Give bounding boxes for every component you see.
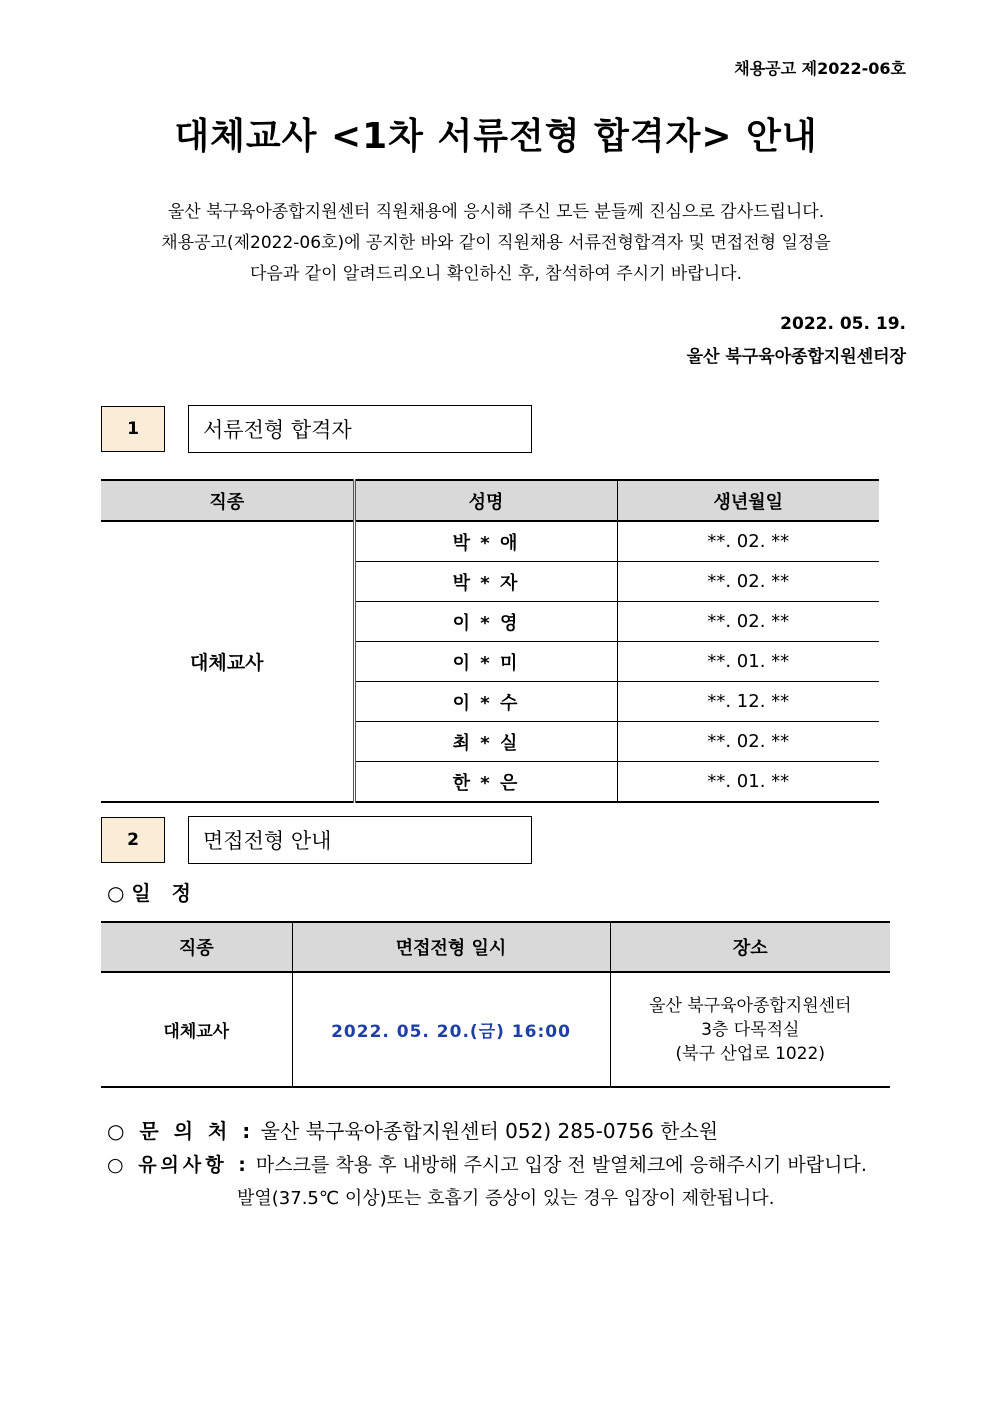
- header-datetime: 면접전형 일시: [292, 922, 610, 972]
- place-line-1: 울산 북구육아종합지원센터: [649, 995, 852, 1016]
- section-1-number: 1: [101, 406, 165, 452]
- intro-line-2: 채용공고(제2022-06호)에 공지한 바와 같이 직원채용 서류전형합격자 및 면접전형 일정을: [161, 233, 831, 253]
- name-cell: 이 * 미: [354, 642, 617, 682]
- birth-cell: **. 01. **: [617, 762, 879, 803]
- header-name: 성명: [354, 480, 617, 521]
- table-header-row: [101, 480, 879, 521]
- name-cell: 이 * 영: [354, 602, 617, 642]
- place-line-3: (북구 산업로 1022): [675, 1043, 825, 1064]
- contact-value: 울산 북구육아종합지원센터 052) 285-0756 한소원: [260, 1119, 719, 1143]
- interview-table: [101, 921, 890, 1088]
- name-cell: 박 * 애: [354, 521, 617, 562]
- name-cell: 박 * 자: [354, 562, 617, 602]
- caution-line-1: 마스크를 착용 후 내방해 주시고 입장 전 발열체크에 응해주시기 바랍니다.: [255, 1154, 867, 1176]
- caution-label: ○ 유의사항 :: [107, 1154, 250, 1176]
- header-birth: 생년월일: [617, 480, 879, 521]
- name-cell: 이 * 수: [354, 682, 617, 722]
- birth-cell: **. 02. **: [617, 722, 879, 762]
- contact-info: [107, 1115, 718, 1144]
- issue-date: 2022. 05. 19.: [780, 314, 906, 334]
- notice-number: 채용공고 제2022-06호: [734, 59, 906, 78]
- section-1-title: 서류전형 합격자: [188, 405, 532, 453]
- section-2-number: 2: [101, 817, 165, 863]
- birth-cell: **. 01. **: [617, 642, 879, 682]
- place-line-2: 3층 다목적실: [701, 1019, 800, 1040]
- datetime-cell: 2022. 05. 20.(금) 16:00: [292, 972, 610, 1087]
- birth-cell: **. 02. **: [617, 602, 879, 642]
- caution-line-2: 발열(37.5℃ 이상)또는 호흡기 증상이 있는 경우 입장이 제한됩니다.: [237, 1188, 775, 1209]
- header-place: 장소: [610, 922, 890, 972]
- name-cell: 한 * 은: [354, 762, 617, 803]
- section-2-title: 면접전형 안내: [188, 816, 532, 864]
- intro-line-1: 울산 북구육아종합지원센터 직원채용에 응시해 주신 모든 분들께 진심으로 감사드립니다.: [167, 202, 825, 222]
- job-cell: 대체교사: [101, 972, 292, 1087]
- job-cell: 대체교사: [101, 521, 354, 802]
- intro-text: [60, 197, 932, 290]
- name-cell: 최 * 실: [354, 722, 617, 762]
- schedule-label: ○ 일 정: [107, 881, 191, 905]
- birth-cell: **. 12. **: [617, 682, 879, 722]
- table-header-row: [101, 922, 890, 972]
- caution-info: [107, 1150, 867, 1177]
- header-job: 직종: [101, 480, 354, 521]
- place-cell: [610, 972, 890, 1087]
- contact-label: ○ 문 의 처 :: [107, 1119, 255, 1143]
- table-row: [101, 972, 890, 1087]
- passers-table: [101, 479, 879, 803]
- header-job: 직종: [101, 922, 292, 972]
- intro-line-3: 다음과 같이 알려드리오니 확인하신 후, 참석하여 주시기 바랍니다.: [249, 264, 743, 284]
- issuer: 울산 북구육아종합지원센터장: [686, 347, 906, 367]
- page-title: 대체교사 <1차 서류전형 합격자> 안내: [174, 116, 818, 157]
- birth-cell: **. 02. **: [617, 562, 879, 602]
- birth-cell: **. 02. **: [617, 521, 879, 562]
- table-row: [101, 521, 879, 562]
